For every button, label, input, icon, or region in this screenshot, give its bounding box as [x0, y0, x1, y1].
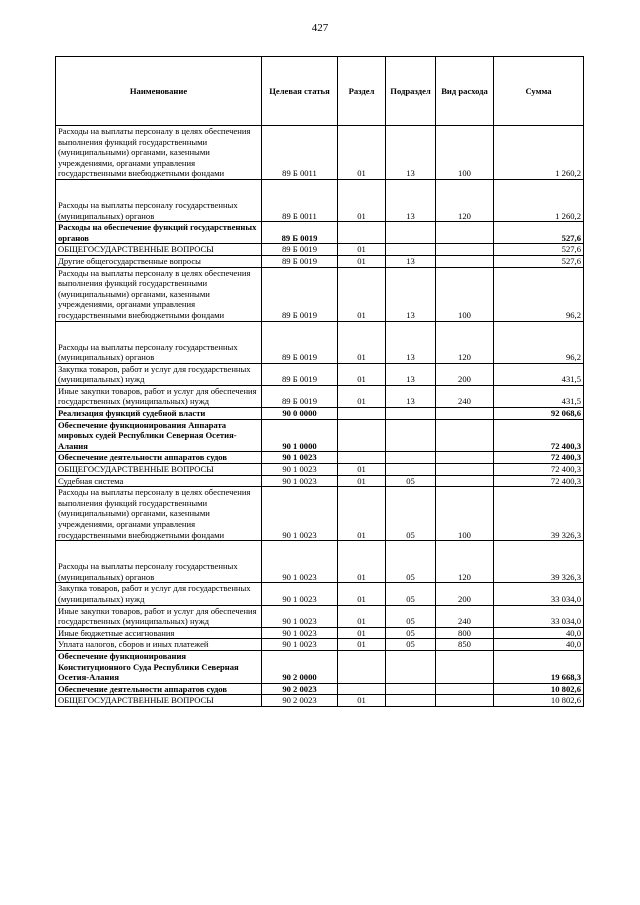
- row-subsection: 05: [386, 583, 436, 605]
- row-expense: [436, 408, 494, 420]
- row-sum: 96,2: [494, 321, 584, 363]
- row-subsection: [386, 695, 436, 707]
- row-code: 90 2 0023: [262, 695, 338, 707]
- row-code: 90 1 0023: [262, 452, 338, 464]
- row-name: Расходы на выплаты персоналу государственных (муниципальных) органов: [56, 321, 262, 363]
- header-sum: Сумма: [494, 57, 584, 126]
- row-name: Закупка товаров, работ и услуг для государственных (муниципальных) нужд: [56, 363, 262, 385]
- row-sum: 527,6: [494, 222, 584, 244]
- table-row: [56, 222, 584, 244]
- row-expense: 120: [436, 541, 494, 583]
- table-row: [56, 408, 584, 420]
- row-name: Реализация функций судебной власти: [56, 408, 262, 420]
- row-expense: 240: [436, 385, 494, 407]
- header-section: Раздел: [338, 57, 386, 126]
- row-expense: 120: [436, 179, 494, 221]
- row-code: 90 1 0023: [262, 627, 338, 639]
- row-section: 01: [338, 487, 386, 541]
- row-subsection: 05: [386, 475, 436, 487]
- row-subsection: [386, 419, 436, 452]
- row-name: Обеспечение функционирования Конституционного Суда Республики Северная Осетия-Алания: [56, 650, 262, 683]
- row-section: 01: [338, 583, 386, 605]
- row-expense: 200: [436, 363, 494, 385]
- row-name: Судебная система: [56, 475, 262, 487]
- table-row: [56, 244, 584, 256]
- header-code: Целевая статья: [262, 57, 338, 126]
- table-row: [56, 179, 584, 221]
- table-row: [56, 583, 584, 605]
- row-subsection: 13: [386, 385, 436, 407]
- table-row: [56, 695, 584, 707]
- row-subsection: 13: [386, 179, 436, 221]
- row-name: Закупка товаров, работ и услуг для государственных (муниципальных) нужд: [56, 583, 262, 605]
- row-section: [338, 452, 386, 464]
- table-row: [56, 267, 584, 321]
- row-subsection: 05: [386, 639, 436, 651]
- row-name: ОБЩЕГОСУДАРСТВЕННЫЕ ВОПРОСЫ: [56, 695, 262, 707]
- row-section: 01: [338, 541, 386, 583]
- table-row: [56, 452, 584, 464]
- row-subsection: 13: [386, 363, 436, 385]
- table-row: [56, 487, 584, 541]
- row-expense: 200: [436, 583, 494, 605]
- table-row: [56, 605, 584, 627]
- row-code: 89 Б 0011: [262, 179, 338, 221]
- row-name: Иные закупки товаров, работ и услуг для обеспечения государственных (муниципальных) нужд: [56, 605, 262, 627]
- row-expense: 100: [436, 487, 494, 541]
- row-section: [338, 683, 386, 695]
- row-name: Обеспечение деятельности аппаратов судов: [56, 452, 262, 464]
- budget-table: [55, 56, 584, 707]
- table-row: [56, 419, 584, 452]
- row-code: 90 1 0000: [262, 419, 338, 452]
- row-sum: 40,0: [494, 627, 584, 639]
- row-section: 01: [338, 475, 386, 487]
- row-code: 89 Б 0019: [262, 363, 338, 385]
- row-section: 01: [338, 627, 386, 639]
- row-name: Иные бюджетные ассигнования: [56, 627, 262, 639]
- table-row: [56, 363, 584, 385]
- row-expense: 120: [436, 321, 494, 363]
- row-subsection: 05: [386, 541, 436, 583]
- row-section: [338, 222, 386, 244]
- row-expense: 850: [436, 639, 494, 651]
- row-code: 89 Б 0019: [262, 244, 338, 256]
- row-subsection: [386, 222, 436, 244]
- row-expense: [436, 452, 494, 464]
- row-subsection: 05: [386, 627, 436, 639]
- row-name: Расходы на выплаты персоналу государственных (муниципальных) органов: [56, 179, 262, 221]
- row-expense: [436, 255, 494, 267]
- row-code: 89 Б 0019: [262, 222, 338, 244]
- row-name: ОБЩЕГОСУДАРСТВЕННЫЕ ВОПРОСЫ: [56, 464, 262, 476]
- row-subsection: [386, 464, 436, 476]
- row-sum: 33 034,0: [494, 583, 584, 605]
- row-sum: 431,5: [494, 363, 584, 385]
- row-subsection: 13: [386, 126, 436, 180]
- row-section: 01: [338, 244, 386, 256]
- row-sum: 39 326,3: [494, 487, 584, 541]
- row-code: 90 1 0023: [262, 487, 338, 541]
- row-subsection: [386, 244, 436, 256]
- row-section: 01: [338, 695, 386, 707]
- row-name: Иные закупки товаров, работ и услуг для обеспечения государственных (муниципальных) нужд: [56, 385, 262, 407]
- header-subsection: Подраздел: [386, 57, 436, 126]
- row-section: 01: [338, 363, 386, 385]
- row-code: 90 1 0023: [262, 605, 338, 627]
- row-sum: 40,0: [494, 639, 584, 651]
- table-row: [56, 464, 584, 476]
- row-name: Расходы на выплаты персоналу в целях обеспечения выполнения функций государственными (муниципальными) органами, казенными учреждениями, органами управления государственными внебюджетными фондами: [56, 487, 262, 541]
- table-row: [56, 627, 584, 639]
- header-name: Наименование: [56, 57, 262, 126]
- row-sum: 10 802,6: [494, 683, 584, 695]
- row-section: 01: [338, 255, 386, 267]
- row-sum: 19 668,3: [494, 650, 584, 683]
- table-row: [56, 321, 584, 363]
- row-code: 89 Б 0011: [262, 126, 338, 180]
- row-expense: [436, 683, 494, 695]
- row-code: 90 1 0023: [262, 639, 338, 651]
- row-expense: [436, 419, 494, 452]
- table-header-row: [56, 57, 584, 126]
- row-name: ОБЩЕГОСУДАРСТВЕННЫЕ ВОПРОСЫ: [56, 244, 262, 256]
- table-row: [56, 126, 584, 180]
- row-section: 01: [338, 605, 386, 627]
- row-subsection: 05: [386, 605, 436, 627]
- row-subsection: 13: [386, 321, 436, 363]
- row-subsection: 13: [386, 267, 436, 321]
- row-subsection: [386, 452, 436, 464]
- row-sum: 72 400,3: [494, 475, 584, 487]
- row-name: Уплата налогов, сборов и иных платежей: [56, 639, 262, 651]
- row-name: Другие общегосударственные вопросы: [56, 255, 262, 267]
- row-code: 90 1 0023: [262, 583, 338, 605]
- row-expense: [436, 244, 494, 256]
- row-sum: 72 400,3: [494, 452, 584, 464]
- row-sum: 33 034,0: [494, 605, 584, 627]
- row-section: [338, 408, 386, 420]
- row-section: 01: [338, 639, 386, 651]
- row-section: 01: [338, 321, 386, 363]
- row-code: 90 1 0023: [262, 541, 338, 583]
- row-section: 01: [338, 126, 386, 180]
- row-name: Обеспечение деятельности аппаратов судов: [56, 683, 262, 695]
- row-section: [338, 419, 386, 452]
- row-sum: 527,6: [494, 244, 584, 256]
- table-row: [56, 385, 584, 407]
- row-expense: [436, 475, 494, 487]
- row-sum: 72 400,3: [494, 464, 584, 476]
- table-row: [56, 683, 584, 695]
- row-code: 89 Б 0019: [262, 255, 338, 267]
- row-section: [338, 650, 386, 683]
- row-sum: 39 326,3: [494, 541, 584, 583]
- row-section: 01: [338, 267, 386, 321]
- row-expense: 240: [436, 605, 494, 627]
- row-subsection: [386, 650, 436, 683]
- row-name: Расходы на выплаты персоналу государственных (муниципальных) органов: [56, 541, 262, 583]
- row-name: Расходы на выплаты персоналу в целях обеспечения выполнения функций государственными (муниципальными) органами, казенными учреждениями, органами управления государственными внебюджетными фондами: [56, 126, 262, 180]
- row-sum: 10 802,6: [494, 695, 584, 707]
- row-expense: [436, 222, 494, 244]
- row-code: 89 Б 0019: [262, 385, 338, 407]
- table-row: [56, 639, 584, 651]
- row-code: 89 Б 0019: [262, 321, 338, 363]
- header-expense: Вид расхода: [436, 57, 494, 126]
- row-subsection: [386, 408, 436, 420]
- row-sum: 1 260,2: [494, 126, 584, 180]
- table-row: [56, 650, 584, 683]
- row-name: Расходы на выплаты персоналу в целях обеспечения выполнения функций государственными (муниципальными) органами, казенными учреждениями, органами управления государственными внебюджетными фондами: [56, 267, 262, 321]
- table-row: [56, 541, 584, 583]
- row-code: 90 1 0023: [262, 475, 338, 487]
- row-sum: 92 068,6: [494, 408, 584, 420]
- row-subsection: 13: [386, 255, 436, 267]
- table-row: [56, 475, 584, 487]
- row-expense: [436, 464, 494, 476]
- table-row: [56, 255, 584, 267]
- row-expense: 800: [436, 627, 494, 639]
- row-expense: [436, 650, 494, 683]
- row-section: 01: [338, 179, 386, 221]
- row-sum: 72 400,3: [494, 419, 584, 452]
- row-name: Обеспечение функционирования Аппарата мировых судей Республики Северная Осетия-Алания: [56, 419, 262, 452]
- row-name: Расходы на обеспечение функций государственных органов: [56, 222, 262, 244]
- row-section: 01: [338, 464, 386, 476]
- row-expense: 100: [436, 126, 494, 180]
- row-sum: 527,6: [494, 255, 584, 267]
- row-subsection: [386, 683, 436, 695]
- row-section: 01: [338, 385, 386, 407]
- row-code: 90 1 0023: [262, 464, 338, 476]
- row-sum: 431,5: [494, 385, 584, 407]
- row-code: 90 0 0000: [262, 408, 338, 420]
- row-sum: 1 260,2: [494, 179, 584, 221]
- row-expense: 100: [436, 267, 494, 321]
- row-code: 90 2 0023: [262, 683, 338, 695]
- row-code: 90 2 0000: [262, 650, 338, 683]
- row-sum: 96,2: [494, 267, 584, 321]
- row-expense: [436, 695, 494, 707]
- row-subsection: 05: [386, 487, 436, 541]
- page-number: 427: [311, 22, 329, 34]
- row-code: 89 Б 0019: [262, 267, 338, 321]
